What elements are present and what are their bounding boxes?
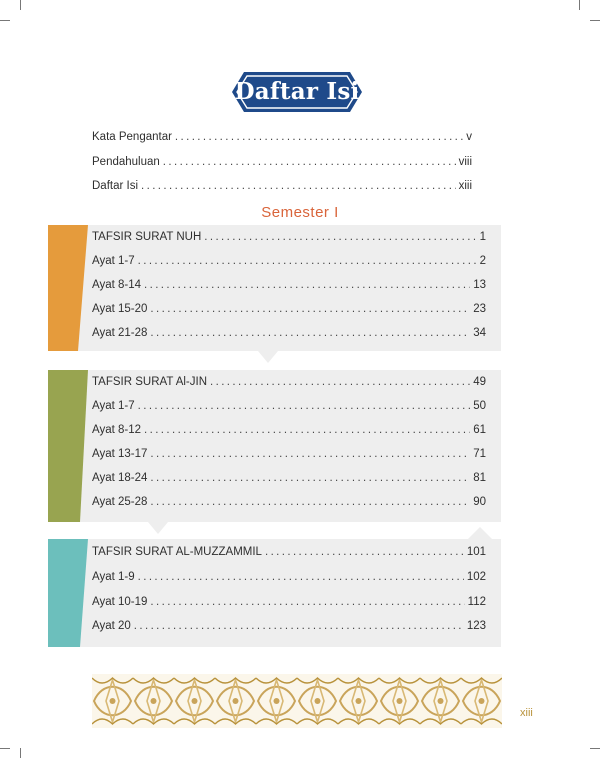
crop-mark [590,748,600,749]
toc-entry[interactable] [92,327,486,339]
toc-label: Ayat 1-7 [92,400,135,412]
page-title: Daftar Isi [234,78,360,105]
toc-label: Pendahuluan [92,156,160,168]
leader-dots [265,546,464,558]
toc-label: Daftar Isi [92,180,139,192]
leader-dots [138,255,477,267]
toc-entry[interactable] [92,131,472,143]
toc-entry[interactable] [92,255,486,267]
leader-dots [138,571,464,583]
leader-dots [175,131,463,143]
toc-entry[interactable] [92,496,486,508]
toc-label: Ayat 10-19 [92,596,148,608]
toc-page: 13 [473,279,486,291]
toc-page: 71 [473,448,486,460]
toc-entry[interactable] [92,620,486,632]
leader-dots [144,424,470,436]
leader-dots [150,496,470,508]
crop-mark [20,0,21,10]
toc-page: 34 [473,327,486,339]
toc-page: 1 [479,231,486,243]
section-heading[interactable] [92,376,486,388]
toc-entry[interactable] [92,424,486,436]
leader-dots [134,620,464,632]
leader-dots [141,180,456,192]
toc-label: Ayat 13-17 [92,448,148,460]
leader-dots [150,448,470,460]
toc-page: 102 [466,571,486,583]
toc-page: 49 [473,376,486,388]
section-al-muzzammil [48,527,501,649]
toc-entry[interactable] [92,156,472,168]
section-al-jin [48,370,501,536]
leader-dots [163,156,456,168]
toc-entry[interactable] [92,571,486,583]
toc-label: Ayat 8-14 [92,279,142,291]
toc-label: Ayat 20 [92,620,131,632]
crop-mark [590,20,600,21]
leader-dots [150,303,470,315]
toc-page: 2 [479,255,486,267]
toc-page: 61 [473,424,486,436]
leader-dots [204,231,476,243]
crop-mark [0,748,10,749]
toc-page: 123 [466,620,486,632]
toc-label: Ayat 18-24 [92,472,148,484]
toc-entry[interactable] [92,448,486,460]
toc-label: Ayat 1-7 [92,255,135,267]
toc-page: viii [458,156,472,168]
toc-page: xiii [458,180,472,192]
crop-mark [579,0,580,10]
leader-dots [150,596,464,608]
toc-page: 81 [473,472,486,484]
toc-label: Kata Pengantar [92,131,172,143]
leader-dots [150,327,470,339]
toc-page: 90 [473,496,486,508]
toc-label: TAFSIR SURAT Al-JIN [92,376,208,388]
toc-page: 50 [473,400,486,412]
semester-heading: Semester I [261,204,339,221]
toc-entry[interactable] [92,180,472,192]
leader-dots [138,400,471,412]
section-panel [48,225,501,365]
toc-page: 112 [467,596,486,608]
crop-mark [0,20,10,21]
toc-label: Ayat 8-12 [92,424,142,436]
toc-entry[interactable] [92,279,486,291]
toc-page: 101 [466,546,486,558]
title-badge [230,70,364,114]
toc-label: TAFSIR SURAT NUH [92,231,202,243]
leader-dots [150,472,470,484]
toc-label: Ayat 25-28 [92,496,148,508]
toc-entry[interactable] [92,472,486,484]
toc-label: TAFSIR SURAT AL-MUZZAMMIL [92,546,262,558]
page-number: xiii [520,707,533,719]
arabesque-ornament [92,674,502,728]
toc-page: 23 [473,303,486,315]
leader-dots [210,376,470,388]
section-nuh [48,225,501,365]
leader-dots [144,279,470,291]
toc-page: v [466,131,472,143]
toc-entry[interactable] [92,400,486,412]
toc-label: Ayat 15-20 [92,303,148,315]
section-heading[interactable] [92,231,486,243]
crop-mark [20,748,21,758]
section-heading[interactable] [92,546,486,558]
toc-entry[interactable] [92,596,486,608]
toc-label: Ayat 1-9 [92,571,135,583]
toc-label: Ayat 21-28 [92,327,148,339]
toc-entry[interactable] [92,303,486,315]
